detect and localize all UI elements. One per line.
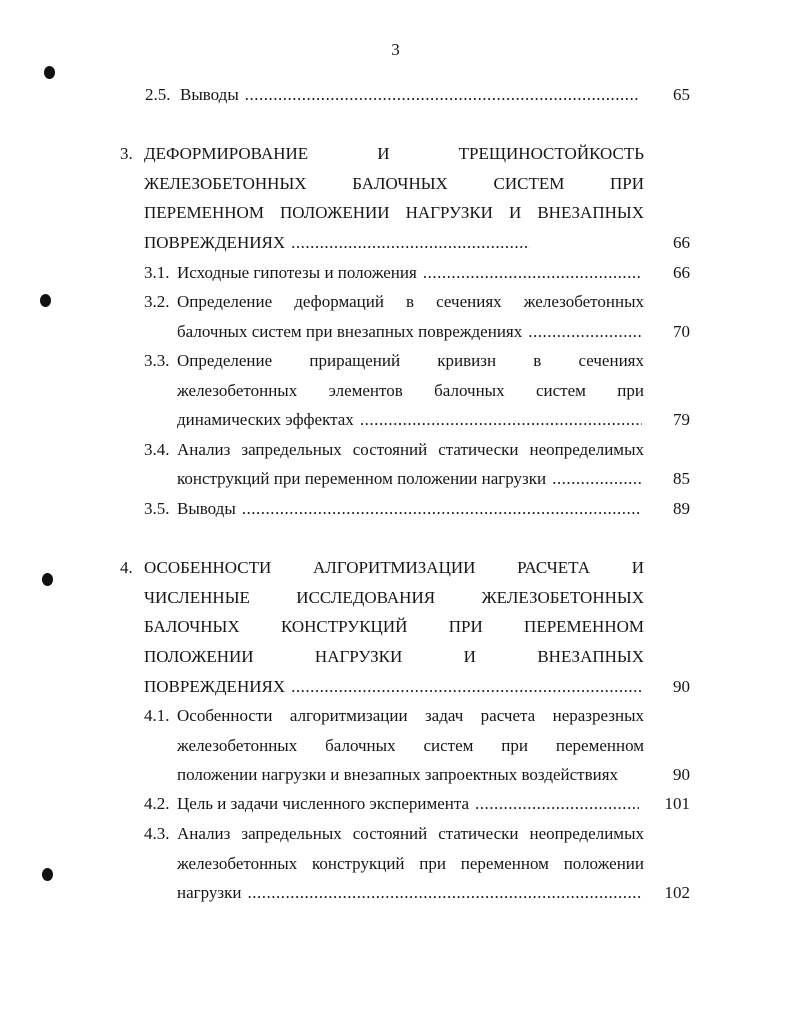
toc-chapter-number: 3. xyxy=(120,144,133,163)
toc-entry-number: 3.1. xyxy=(144,263,170,282)
leader-dots xyxy=(242,497,640,521)
toc-entry-page: 65 xyxy=(673,85,690,104)
toc-chapter-title-line: ПОВРЕЖДЕНИЯХ xyxy=(144,233,286,252)
toc-entry-number: 3.5. xyxy=(144,499,170,518)
toc-entry-title-line: Определение приращений кривизн в сечениях xyxy=(177,351,644,370)
toc-entry-title-line: положении нагрузки и внезапных запроектных воздействиях xyxy=(177,765,619,784)
leader-dots xyxy=(528,320,642,344)
toc-entry-page: 66 xyxy=(673,263,690,282)
toc-entry-title-line: конструкций при переменном положении нагрузки xyxy=(177,469,547,488)
toc-entry-2-5[interactable] xyxy=(0,83,791,107)
toc-chapter-title-line: ЧИСЛЕННЫЕ ИССЛЕДОВАНИЯ ЖЕЛЕЗОБЕТОННЫХ xyxy=(144,588,644,607)
toc-entry-title-line: Особенности алгоритмизации задач расчета неразрезных xyxy=(177,706,644,725)
toc-entry-title: Исходные гипотезы и положения xyxy=(177,263,417,282)
toc-chapter-title-line: ПОВРЕЖДЕНИЯХ xyxy=(144,677,286,696)
toc-entry-number: 3.2. xyxy=(144,292,170,311)
toc-chapter-title-line: ЖЕЛЕЗОБЕТОННЫХ БАЛОЧНЫХ СИСТЕМ ПРИ xyxy=(144,174,644,193)
toc-entry-page: 89 xyxy=(673,499,690,518)
toc-entry-number: 3.3. xyxy=(144,351,170,370)
leader-dots xyxy=(247,881,642,905)
toc-chapter-title-line: ПЕРЕМЕННОМ ПОЛОЖЕНИИ НАГРУЗКИ И ВНЕЗАПНЫХ xyxy=(144,203,644,222)
toc-entry-4-2[interactable] xyxy=(0,792,791,816)
toc-chapter-title-line: ОСОБЕННОСТИ АЛГОРИТМИЗАЦИИ РАСЧЕТА И xyxy=(144,558,644,577)
toc-entry-page: 90 xyxy=(673,677,690,696)
toc-entry-title-line: Анализ запредельных состояний статически неопределимых xyxy=(177,824,644,843)
toc-chapter-title-line: ДЕФОРМИРОВАНИЕ И ТРЕЩИНОСТОЙКОСТЬ xyxy=(144,144,644,163)
toc-entry-number: 3.4. xyxy=(144,440,170,459)
toc-entry-title-line: динамических эффектах xyxy=(177,410,354,429)
toc-entry-title: Цель и задачи численного эксперимента xyxy=(177,794,470,813)
leader-dots xyxy=(360,408,642,432)
leader-dots xyxy=(475,792,639,816)
leader-dots xyxy=(552,467,642,491)
page-number: 3 xyxy=(391,40,400,59)
toc-entry-page: 66 xyxy=(673,233,690,252)
toc-chapter-title-line: БАЛОЧНЫХ КОНСТРУКЦИЙ ПРИ ПЕРЕМЕННОМ xyxy=(144,617,644,636)
toc-entry-title-line: балочных систем при внезапных повреждениях xyxy=(177,322,523,341)
toc-entry-3-5[interactable] xyxy=(0,497,791,521)
toc-entry-page: 102 xyxy=(664,883,690,902)
toc-entry-title-line: Анализ запредельных состояний статически неопределимых xyxy=(177,440,644,459)
toc-entry-title-line: нагрузки xyxy=(177,883,242,902)
toc-entry-title: Выводы xyxy=(177,499,236,518)
toc-entry-title: Выводы xyxy=(180,85,239,104)
toc-entry-page: 90 xyxy=(673,765,690,784)
toc-entry-page: 101 xyxy=(664,794,690,813)
toc-entry-page: 70 xyxy=(673,322,690,341)
leader-dots xyxy=(291,675,642,699)
toc-entry-number: 4.2. xyxy=(144,794,170,813)
toc-entry-number: 4.1. xyxy=(144,706,170,725)
toc-entry-title-line: железобетонных балочных систем при переменном xyxy=(177,736,644,755)
leader-dots xyxy=(423,261,642,285)
toc-entry-title-line: железобетонных конструкций при переменном положении xyxy=(177,854,644,873)
toc-entry-page: 85 xyxy=(673,469,690,488)
toc-entry-number: 4.3. xyxy=(144,824,170,843)
toc-entry-title-line: железобетонных элементов балочных систем при xyxy=(177,381,644,400)
toc-entry-number: 2.5. xyxy=(145,85,171,104)
toc-entry-3-1[interactable] xyxy=(0,261,791,285)
toc-chapter-number: 4. xyxy=(120,558,133,577)
toc-entry-title-line: Определение деформаций в сечениях железобетонных xyxy=(177,292,644,311)
toc-entry-page: 79 xyxy=(673,410,690,429)
leader-dots xyxy=(245,83,640,107)
toc-chapter-title-line: ПОЛОЖЕНИИ НАГРУЗКИ И ВНЕЗАПНЫХ xyxy=(144,647,644,666)
leader-dots xyxy=(291,231,530,255)
